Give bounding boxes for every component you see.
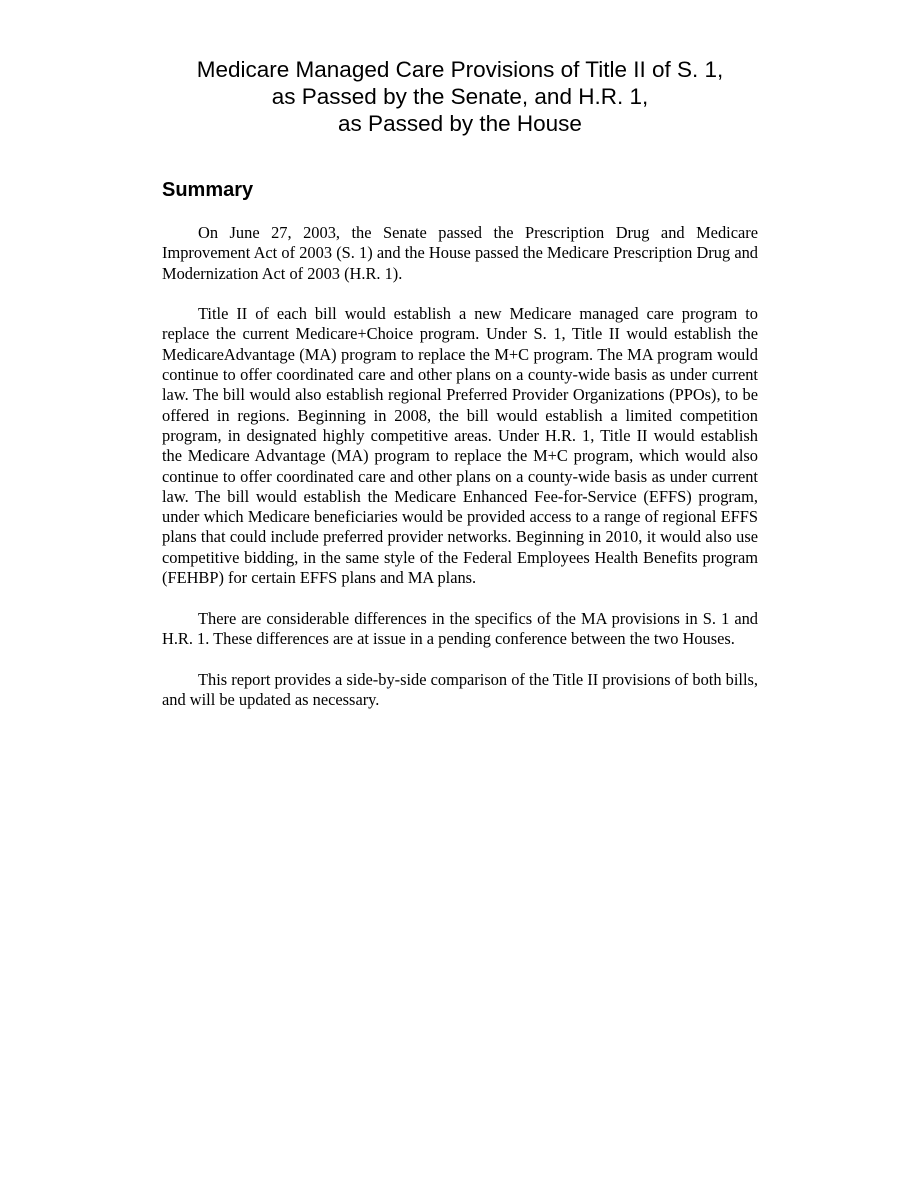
title-line: as Passed by the House bbox=[338, 111, 582, 136]
document-page bbox=[162, 56, 758, 710]
document-title bbox=[162, 56, 758, 137]
summary-paragraph: This report provides a side-by-side comparison of the Title II provisions of both bills, and will be updated as necessary. bbox=[162, 669, 758, 709]
title-line: as Passed by the Senate, and H.R. 1, bbox=[271, 84, 649, 109]
summary-paragraph: On June 27, 2003, the Senate passed the Prescription Drug and Medicare Improvement Act of 2003 (S. 1) and the House passed the Medicare Prescription Drug and Modernization Act of 2003 (H.R. 1). bbox=[162, 223, 758, 283]
section-heading-summary: Summary bbox=[162, 179, 254, 201]
summary-paragraph: There are considerable differences in the specifics of the MA provisions in S. 1 and H.R. 1. These differences are at issue in a pending conference between the two Houses. bbox=[162, 608, 758, 648]
title-line: Medicare Managed Care Provisions of Title II of S. 1, bbox=[196, 57, 724, 82]
summary-paragraph: Title II of each bill would establish a new Medicare managed care program to replace the current Medicare+Choice program. Under S. 1, Title II would establish the MedicareAdvantage (MA) program to replace the M+C program. The MA program would continue to offer coordinated care and other plans on a county-wide basis as under current law. The bill would also establish regional Preferred Provider Organizations (PPOs), to be offered in regions. Beginning in 2008, the bill would establish a limited competition program, in designated highly competitive areas. Under H.R. 1, Title II would establish the Medicare Advantage (MA) program to replace the M+C program, which would also continue to offer coordinated care and other plans on a county-wide basis as under current law. The bill would establish the Medicare Enhanced Fee-for-Service (EFFS) program, under which Medicare beneficiaries would be provided access to a range of regional EFFS plans that could include preferred provider networks. Beginning in 2010, it would also use competitive bidding, in the same style of the Federal Employees Health Benefits program (FEHBP) for certain EFFS plans and MA plans. bbox=[162, 304, 758, 588]
